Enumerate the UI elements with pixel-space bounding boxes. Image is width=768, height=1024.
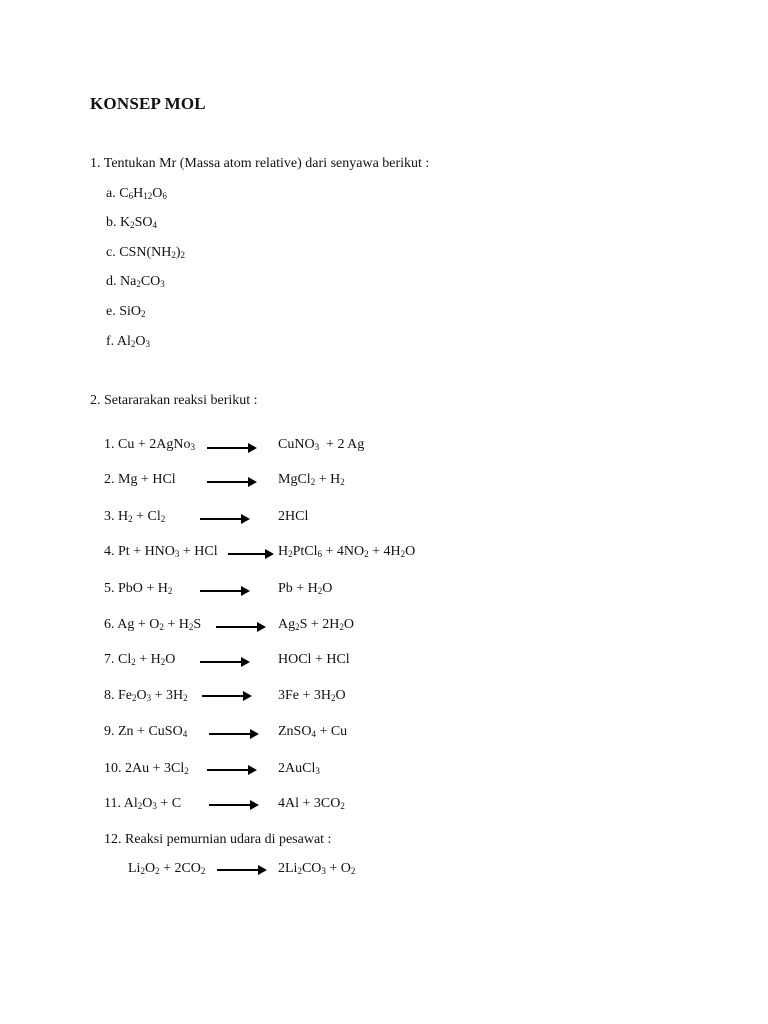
page-title: KONSEP MOL (90, 94, 206, 113)
reaction-reactants: 4. $Pt + HNO_3$ + HCl (104, 544, 218, 559)
item-label: f. (106, 334, 115, 349)
reaction-arrow-icon (217, 869, 265, 871)
reaction-products: HOCl + HCl (278, 652, 350, 667)
list-item (106, 304, 146, 320)
item-label: a. (106, 186, 116, 201)
reaction-arrow-icon (200, 661, 248, 663)
reaction-arrow-icon (200, 518, 248, 520)
item-formula: $K_2SO_4$ (120, 215, 158, 230)
reaction-arrow-icon (207, 769, 255, 771)
reaction-12-text: 12. Reaksi pemurnian udara di pesawat : (104, 832, 332, 847)
list-item (106, 334, 150, 350)
reaction-reactants: 3. $H_2 + Cl_2$ (104, 509, 166, 524)
reaction-reactants: 1. Cu + 2AgNo$_3$ (104, 437, 195, 452)
item-label: b. (106, 215, 117, 230)
reaction-reactants: $Li_2O_2 + 2CO_2$ (128, 861, 206, 876)
reaction-reactants: 5. PbO + $H_2$ (104, 581, 173, 596)
reaction-products: $4Al + 3CO_2$ (278, 796, 345, 811)
reaction-products: 2HCl (278, 509, 309, 524)
reaction-products: ZnSO$_4$ + Cu (278, 724, 348, 739)
reaction-arrow-icon (216, 626, 264, 628)
question-1-prompt: 1. Tentukan Mr (Massa atom relative) dari senyawa berikut : (90, 156, 430, 171)
item-label: c. (106, 245, 116, 260)
reaction-arrow-icon (200, 590, 248, 592)
item-formula: $CSN(NH_2)_2$ (119, 245, 186, 260)
reaction-products: $H_2PtCl_6 + 4NO_2 + 4H_2O$ (278, 544, 416, 559)
reaction-reactants: 2. Mg + HCl (104, 472, 176, 487)
question-2-prompt: 2. Setararakan reaksi berikut : (90, 393, 258, 408)
reaction-products: $2Li_2CO_3 + O_2$ (278, 861, 356, 876)
reaction-products: CuNO$_3$ + 2 Ag (278, 437, 365, 452)
item-formula: $C_6H_{12}O_6$ (119, 186, 167, 201)
reaction-reactants: 8. $Fe_2O_3 + 3H_2$ (104, 688, 188, 703)
reaction-reactants: 9. Zn + CuSO$_4$ (104, 724, 188, 739)
item-formula: $Al_2O_3$ (116, 334, 151, 349)
list-item (106, 215, 157, 231)
reaction-arrow-icon (209, 733, 257, 735)
reaction-reactants: 7. $Cl_2 + H_2O$ (104, 652, 176, 667)
item-formula: SiO$_2$ (119, 304, 146, 319)
list-item (106, 274, 165, 290)
reaction-products: $3Fe + 3H_2O$ (278, 688, 346, 703)
reaction-reactants: 11. $Al_2O_3 + C$ (104, 796, 182, 811)
item-label: d. (106, 274, 117, 289)
reaction-products: 2AuCl$_3$ (278, 761, 320, 776)
reaction-arrow-icon (209, 804, 257, 806)
reaction-arrow-icon (207, 481, 255, 483)
reaction-arrow-icon (202, 695, 250, 697)
reaction-products: $Ag_2S + 2H_2O$ (278, 617, 355, 632)
list-item (106, 186, 167, 202)
list-item (106, 245, 185, 261)
reaction-arrow-icon (207, 447, 255, 449)
item-formula: $Na_2CO_3$ (120, 274, 165, 289)
reaction-products: $Pb + H_2O$ (278, 581, 333, 596)
reaction-arrow-icon (228, 553, 272, 555)
reaction-reactants: 10. $2Au + 3Cl_2$ (104, 761, 189, 776)
reaction-reactants: 6. $Ag + O_2 + H_2S$ (104, 617, 202, 632)
reaction-products: MgCl$_2$ + $H_2$ (278, 472, 345, 487)
item-label: e. (106, 304, 116, 319)
